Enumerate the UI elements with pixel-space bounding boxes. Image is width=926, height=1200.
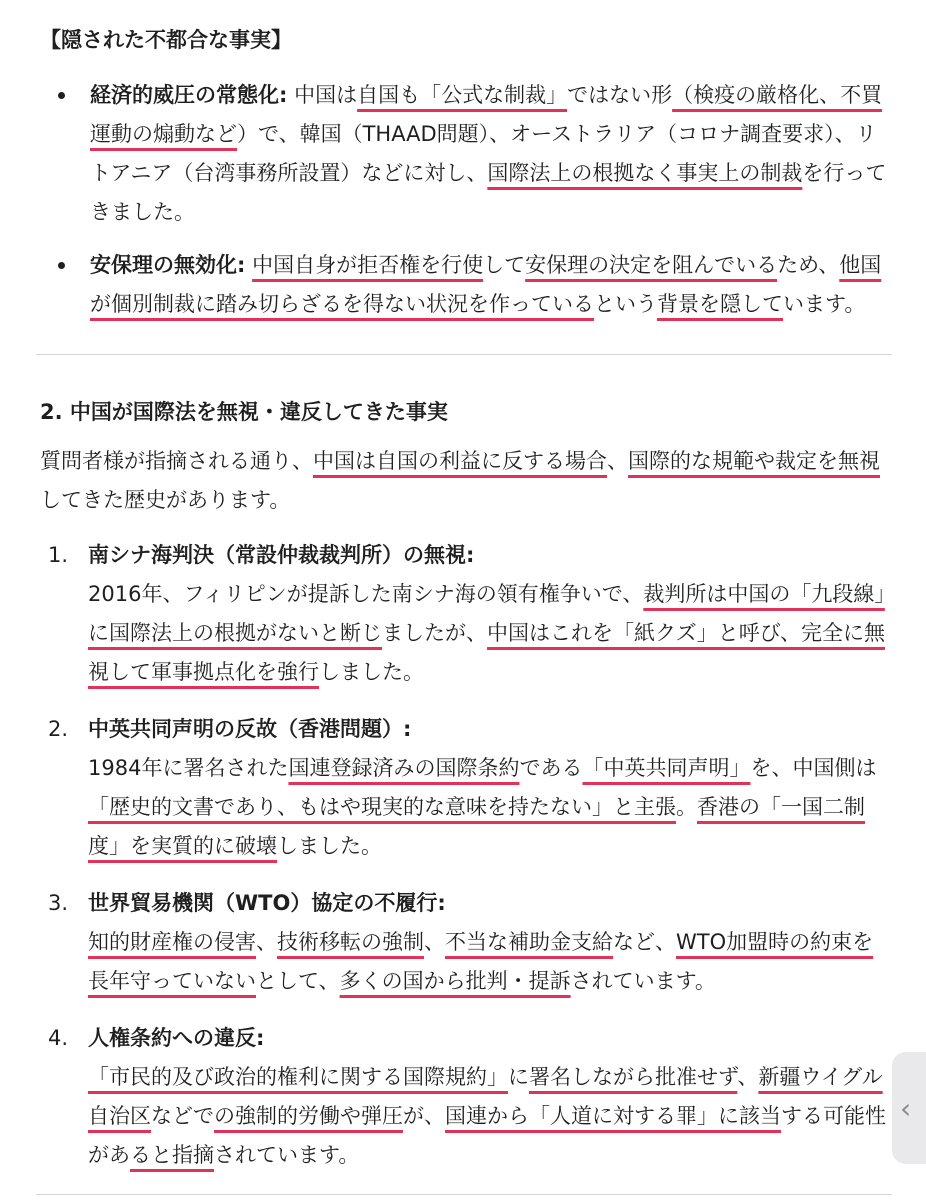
text-run: 、	[607, 449, 628, 473]
divider	[36, 354, 892, 355]
item-title: 中英共同声明の反故（香港問題）:	[88, 717, 412, 741]
underlined-text: 中国自身が拒否権を行使	[252, 253, 484, 277]
text-run: 、	[737, 1065, 759, 1089]
list-item	[40, 246, 890, 324]
underlined-text: 中国は自国の利益に反する場合	[313, 449, 607, 473]
item-number: 1.	[48, 543, 69, 567]
text-run: 、	[424, 930, 445, 954]
text-run: されています。	[214, 1143, 360, 1167]
bullet-dot-icon	[58, 92, 65, 99]
underlined-text: 不当な補助金支給	[445, 930, 613, 954]
text-run: 2016年、フィリピンが提訴した南シナ海の領有権争いで、	[88, 582, 644, 606]
text-run: して	[483, 253, 526, 277]
item-title: 世界貿易機関（WTO）協定の不履行:	[88, 891, 446, 915]
underlined-text: （検疫の厳格化、不買運動の煽動など	[90, 83, 883, 146]
item-title: 南シナ海判決（常設仲裁裁判所）の無視:	[88, 543, 475, 567]
item-body	[88, 923, 890, 1001]
list-item	[40, 76, 890, 232]
underlined-text: ると指摘	[130, 1143, 214, 1167]
text-run: されています。	[570, 969, 716, 993]
text-run: ましたが、	[382, 621, 487, 645]
item-body	[88, 749, 890, 866]
hidden-facts-list	[40, 76, 890, 338]
text-run: である	[519, 756, 583, 780]
underlined-text: 技術移転の強制	[277, 930, 424, 954]
bullet-title: 経済的威圧の常態化:	[90, 83, 288, 107]
underlined-text: 国連から「人道に対する罪」に該当	[445, 1104, 781, 1128]
text-run: など、	[613, 930, 676, 954]
intro-paragraph	[40, 442, 900, 520]
underlined-text: 背景を隠して	[657, 292, 783, 316]
underlined-text: 国連登録済みの国際条約	[288, 756, 520, 780]
list-item	[40, 884, 890, 1001]
section-heading: 2. 中国が国際法を無視・違反してきた事実	[40, 400, 448, 424]
text-run: ）で、韓国（THAAD問題）、オーストラリア（コロナ調査要求）、リトアニア（台湾事務所設置）などに対し、	[90, 122, 877, 185]
violations-list	[40, 536, 890, 1193]
item-title: 人権条約への違反:	[88, 1026, 265, 1050]
text-run: しました。	[277, 834, 382, 858]
text-run: してきた歴史があります。	[40, 488, 291, 512]
text-run: しました。	[319, 660, 424, 684]
text-run: ではない形	[567, 83, 673, 107]
underlined-text: 他国が個別制裁に踏み切らざるを得ない状況を作っている	[90, 253, 882, 316]
text-run: を行ってきました。	[90, 161, 887, 224]
underlined-text: 知的財産権の侵害	[88, 930, 256, 954]
text-run: などで	[151, 1104, 214, 1128]
text-run: に	[508, 1065, 529, 1089]
item-number: 3.	[48, 891, 69, 915]
text-run: 。	[676, 795, 697, 819]
text-run: 質問者様が指摘される通り、	[40, 449, 313, 473]
underlined-text: 新疆ウイグル自治区	[88, 1065, 883, 1128]
text-run: を、中国側は	[750, 756, 877, 780]
text-run: という	[594, 292, 657, 316]
text-run: 1984年に署名された	[88, 756, 289, 780]
underlined-text: 香港の「一国二制度」を実質的に破壊	[88, 795, 865, 858]
text-run: 中国は	[287, 83, 358, 107]
underlined-text: 「歴史的文書であり、もはや現実的な意味を持たない」と主張	[88, 795, 676, 819]
text-run: います。	[783, 292, 866, 316]
underlined-text: WTO加盟時の約束を長年守っていない	[88, 930, 874, 993]
underlined-text: 中国はこれを「紙クズ」と呼び、完全に無視して軍事拠点化を強行	[88, 621, 885, 684]
underlined-text: 国際的な規範や裁定を無視	[628, 449, 880, 473]
side-scroll-tab[interactable]	[892, 1052, 926, 1164]
text-run: が、	[403, 1104, 445, 1128]
item-body	[88, 575, 890, 692]
underlined-text: 裁判所は中国の「九段線」に国際法上の根拠がないと断じ	[88, 582, 885, 645]
item-number: 4.	[48, 1026, 69, 1050]
list-item	[40, 536, 890, 692]
underlined-text: 自国も「公式な制裁」	[357, 83, 568, 107]
section-label: 【隠された不都合な事実】	[40, 28, 292, 52]
bullet-title: 安保理の無効化:	[90, 253, 246, 277]
divider	[36, 1194, 892, 1195]
list-item	[40, 1019, 890, 1175]
underlined-text: 署名しながら批准せず	[529, 1065, 738, 1089]
text-run: する可能性があ	[88, 1104, 886, 1167]
chevron-left-icon[interactable]: ‹	[900, 1092, 912, 1125]
underlined-text: 多くの国から批判・提訴	[339, 969, 571, 993]
underlined-text: 安保理の決定を阻んでいる	[525, 253, 778, 277]
text-run: として、	[256, 969, 340, 993]
underlined-text: の強制的労働や弾圧	[214, 1104, 403, 1128]
underlined-text: 「市民的及び政治的権利に関する国際規約」	[88, 1065, 508, 1089]
list-item	[40, 710, 890, 866]
text-run: ため、	[777, 253, 840, 277]
bullet-dot-icon	[58, 262, 65, 269]
item-number: 2.	[48, 717, 69, 741]
text-run: 、	[256, 930, 277, 954]
item-body	[88, 1058, 890, 1175]
underlined-text: 「中英共同声明」	[582, 756, 751, 780]
underlined-text: 国際法上の根拠なく事実上の制裁	[487, 161, 803, 185]
